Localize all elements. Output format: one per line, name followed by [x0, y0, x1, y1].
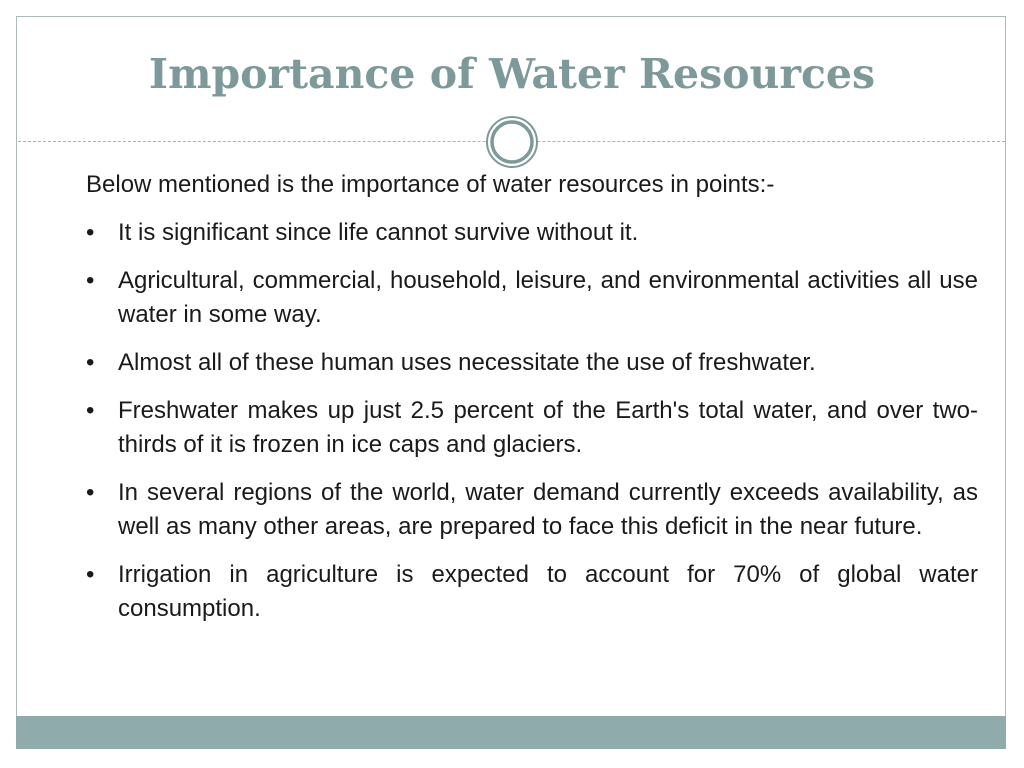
bullet-item — [86, 346, 978, 380]
bullet-text: Almost all of these human uses necessitate the use of freshwater. — [118, 349, 816, 376]
bullet-item — [86, 394, 978, 462]
bullet-icon: • — [86, 479, 95, 506]
footer-bar — [16, 716, 1006, 749]
bullet-item — [86, 216, 978, 250]
double-ring-icon — [485, 115, 539, 169]
bullet-item — [86, 476, 978, 544]
bullet-icon: • — [86, 397, 95, 424]
bullet-list — [86, 216, 978, 626]
bullet-icon: • — [86, 267, 95, 294]
bullet-text: It is significant since life cannot survive without it. — [118, 219, 639, 246]
bullet-text: Agricultural, commercial, household, leisure, and environmental activities all use water in some way. — [118, 267, 978, 328]
bullet-text: Irrigation in agriculture is expected to account for 70% of global water consumption. — [118, 561, 978, 622]
slide-title: Importance of Water Resources — [148, 50, 876, 98]
intro-text: Below mentioned is the importance of water resources in points:- — [86, 171, 775, 198]
bullet-text: Freshwater makes up just 2.5 percent of the Earth's total water, and over two-thirds of it is frozen in ice caps and glaciers. — [118, 397, 978, 458]
bullet-icon: • — [86, 561, 95, 588]
bullet-icon: • — [86, 219, 95, 246]
bullet-text: In several regions of the world, water demand currently exceeds availability, as well as many other areas, are prepared to face this deficit in the near future. — [118, 479, 978, 540]
bullet-item — [86, 558, 978, 626]
slide-body — [86, 168, 978, 640]
bullet-item — [86, 264, 978, 332]
bullet-icon: • — [86, 349, 95, 376]
